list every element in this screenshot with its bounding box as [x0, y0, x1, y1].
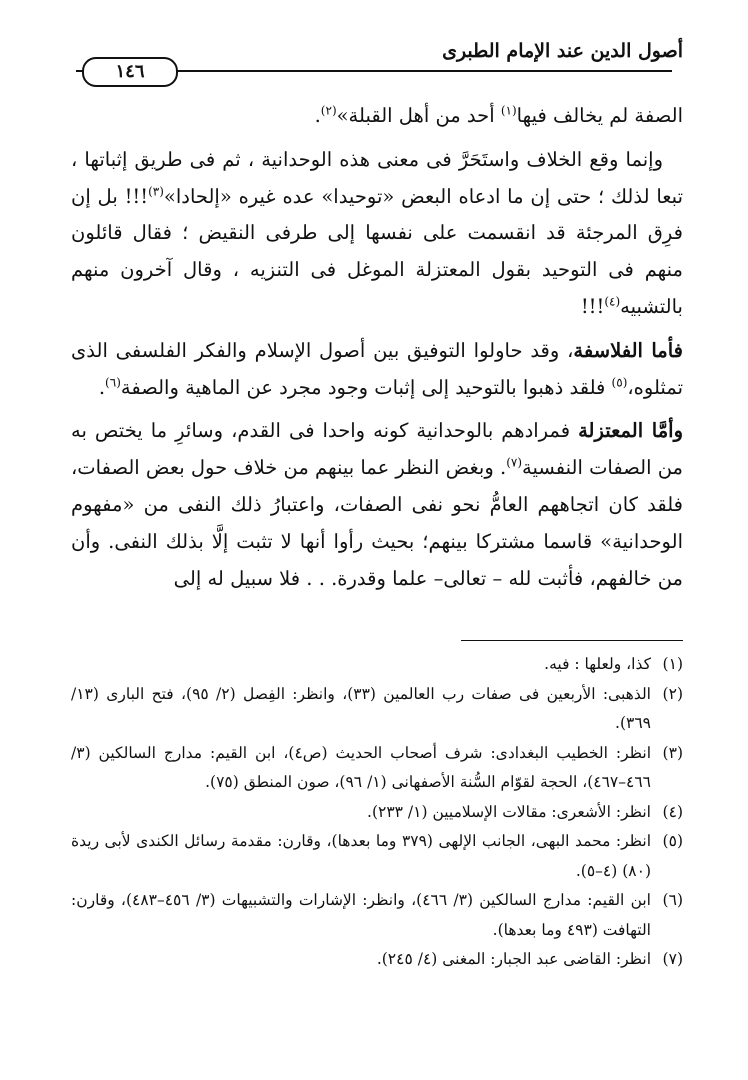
footnote-item — [71, 945, 683, 975]
footnote-number: (٧) — [662, 950, 683, 968]
footnote-item — [71, 650, 683, 680]
paragraph-3-text-c: . — [98, 375, 106, 399]
footnote-item — [71, 827, 683, 886]
footnote-number: (٢) — [662, 684, 683, 703]
footnote-item — [71, 798, 683, 828]
footnote-ref-2: (٢) — [320, 103, 337, 118]
paragraph-3-lead: فأما الفلاسفة — [573, 338, 683, 362]
paragraph-1-text-c: . — [314, 104, 321, 127]
footnotes — [71, 650, 683, 975]
footnote-ref-4: (٤) — [604, 294, 621, 309]
paragraph-1-text: الصفة لم يخالف فيها — [516, 104, 683, 127]
paragraph-4-lead: وأمَّا المعتزلة — [578, 419, 683, 443]
footnote-text: انظر: محمد البهى، الجانب الإلهى (٣٧٩ وما بعدها)، وقارن: مقدمة رسائل الكندى لأبى ريدة (٨٠) (٤–٥). — [71, 832, 651, 880]
footnote-number: (٣) — [662, 743, 683, 762]
footnote-separator — [461, 640, 683, 641]
paragraph-1-text-b: أحد من أهل القبلة» — [336, 104, 501, 127]
body-text — [71, 98, 683, 597]
paragraph-2-text-c: !!! — [580, 294, 605, 318]
footnote-ref-1: (١) — [500, 103, 517, 118]
paragraph-4 — [71, 413, 683, 597]
footnote-ref-3: (٣) — [148, 184, 164, 199]
footnote-number: (١) — [662, 655, 683, 673]
footnote-text: انظر: القاضى عبد الجبار: المغنى (٤/ ٢٤٥). — [376, 950, 651, 968]
footnote-text: انظر: الأشعرى: مقالات الإسلاميين (١/ ٢٣٣). — [367, 802, 651, 821]
footnote-item — [71, 680, 683, 739]
paragraph-1 — [71, 98, 683, 135]
footnote-item — [71, 739, 683, 798]
paragraph-3-text: ، وقد حاولوا التوفيق بين أصول الإسلام والفكر الفلسفى الذى تمثلوه، — [71, 338, 683, 399]
footnote-ref-5: (٥) — [611, 375, 628, 390]
footnote-text: انظر: الخطيب البغدادى: شرف أصحاب الحديث (ص٤)، ابن القيم: مدارج السالكين (٣/ ٤٦٦–٤٦٧)، الحجة لقوّام السُّنة الأصفهانى (١/ ٩٦)، صون المنطق (٧٥). — [71, 743, 651, 791]
paragraph-3 — [71, 333, 683, 407]
header-title: أصول الدين عند الإمام الطبرى — [442, 40, 683, 62]
paragraph-2-text: وإنما وقع الخلاف واستَحَرَّ فى معنى هذه الوحدانية ، ثم فى طريق إثباتها ، تبعا لذلك ؛ حتى إن ما ادعاه البعض «توحيدا» عده غيره «إلحادا» — [71, 147, 683, 208]
paragraph-4-text-b: . وبغض النظر عما بينهم من خلاف حول بعض الصفات، فلقد كان اتجاههم العامُّ نحو نفى الصفات، واعتبارُ ذلك النفى من «مفهوم الوحدانية» قاسما مشتركا بينهم؛ بحيث رأوا أنها لا تثبت إلَّا بذلك النفى. وأن من خالفهم، فأثبت لله – تعالى– علما وقدرة. . . فلا سبيل له إلى — [71, 456, 683, 590]
paragraph-3-text-b: فلقد ذهبوا بالتوحيد إلى إثبات وجود مجرد عن الماهية والصفة — [120, 375, 612, 399]
footnote-number: (٤) — [662, 802, 683, 821]
paragraph-4-text: فمرادهم بالوحدانية كونه واحدا فى القدم، وسائرِ ما يختص به من الصفات النفسية — [71, 419, 683, 480]
footnote-item — [71, 886, 683, 945]
footnote-text: ابن القيم: مدارج السالكين (٣/ ٤٦٦)، وانظر: الإشارات والتشبيهات (٣/ ٤٥٦–٤٨٣)، وقارن: التهافت (٤٩٣ وما بعدها). — [71, 891, 651, 939]
footnote-text: كذا، ولعلها : فيه. — [544, 655, 651, 673]
footnote-ref-6: (٦) — [105, 375, 121, 390]
page-number: ١٤٦ — [82, 57, 178, 87]
footnote-number: (٥) — [662, 832, 683, 850]
footnote-number: (٦) — [662, 891, 683, 909]
footnote-text: الذهبى: الأربعين فى صفات رب العالمين (٣٣)، وانظر: الفِصل (٢/ ٩٥)، فتح البارى (١٣/ ٣٦٩). — [71, 684, 651, 732]
paragraph-2-text-b: !!! بل إن فرِق المرجئة قد انقسمت على نفسها إلى طرفى النقيض ؛ فقال قائلون منهم فى التوحيد بقول المعتزلة الموغل فى التنزيه ، وقال آخرون منهم بالتشبيه — [71, 184, 683, 318]
paragraph-2 — [71, 142, 683, 326]
footnote-ref-7: (٧) — [506, 455, 523, 470]
